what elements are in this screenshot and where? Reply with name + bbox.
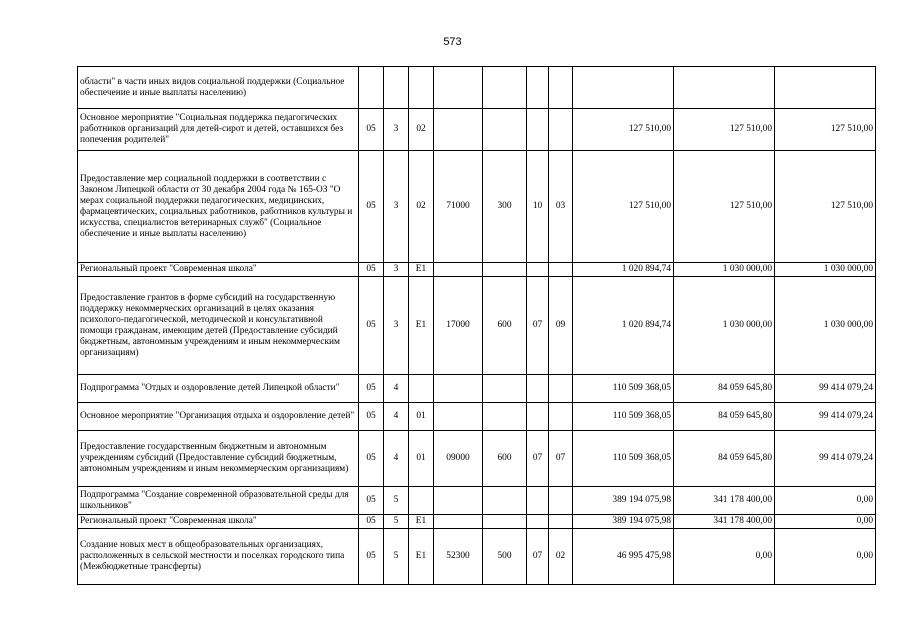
amount-cell: 46 995 475,98	[573, 529, 674, 585]
code-cell	[409, 487, 434, 515]
amount-cell: 99 414 079,24	[775, 375, 876, 403]
amount-cell	[674, 67, 775, 109]
code-cell: 05	[359, 431, 384, 487]
code-cell: 02	[409, 109, 434, 151]
code-cell: 5	[384, 515, 409, 529]
code-cell	[483, 487, 527, 515]
table-row	[78, 487, 876, 515]
code-cell	[549, 515, 573, 529]
code-cell: 3	[384, 263, 409, 277]
amount-cell: 127 510,00	[775, 151, 876, 263]
budget-table	[77, 66, 876, 585]
amount-cell: 389 194 075,98	[573, 515, 674, 529]
table-row	[78, 151, 876, 263]
amount-cell: 0,00	[775, 529, 876, 585]
code-cell: 3	[384, 151, 409, 263]
code-cell	[483, 403, 527, 431]
amount-cell: 84 059 645,80	[674, 403, 775, 431]
code-cell: 5	[384, 529, 409, 585]
code-cell	[434, 515, 483, 529]
code-cell	[483, 515, 527, 529]
amount-cell: 341 178 400,00	[674, 487, 775, 515]
row-name-cell: Подпрограмма "Отдых и оздоровление детей Липецкой области"	[78, 375, 359, 403]
amount-cell: 0,00	[775, 487, 876, 515]
code-cell: E1	[409, 263, 434, 277]
row-name-cell: Предоставление мер социальной поддержки в соответствии с Законом Липецкой области от 30 декабря 2004 года № 165-ОЗ "О мерах социальной поддержки педагогических, медицинских, фармацевтических, социальных работников, работников культуры и искусства, специалистов ветеринарных служб" (Социальное обеспечение и иные выплаты населению)	[78, 151, 359, 263]
code-cell: 03	[549, 151, 573, 263]
amount-cell: 1 030 000,00	[775, 263, 876, 277]
code-cell	[434, 487, 483, 515]
row-name-cell: области" в части иных видов социальной поддержки (Социальное обеспечение и иные выплаты населению)	[78, 67, 359, 109]
code-cell: 09	[549, 277, 573, 375]
amount-cell: 84 059 645,80	[674, 375, 775, 403]
code-cell: 02	[409, 151, 434, 263]
code-cell	[549, 109, 573, 151]
amount-cell: 1 030 000,00	[674, 263, 775, 277]
row-name-cell: Основное мероприятие "Социальная поддержка педагогических работников организаций для детей-сирот и детей, оставшихся без попечения родителей"	[78, 109, 359, 151]
code-cell	[359, 67, 384, 109]
table-row	[78, 529, 876, 585]
table-row	[78, 403, 876, 431]
code-cell	[527, 67, 549, 109]
code-cell: 02	[549, 529, 573, 585]
amount-cell: 110 509 368,05	[573, 375, 674, 403]
amount-cell: 341 178 400,00	[674, 515, 775, 529]
code-cell	[527, 375, 549, 403]
amount-cell: 99 414 079,24	[775, 431, 876, 487]
amount-cell: 127 510,00	[674, 151, 775, 263]
code-cell: 4	[384, 431, 409, 487]
amount-cell: 1 020 894,74	[573, 277, 674, 375]
code-cell: 07	[527, 277, 549, 375]
table-row	[78, 67, 876, 109]
code-cell	[527, 403, 549, 431]
code-cell	[483, 67, 527, 109]
code-cell	[527, 263, 549, 277]
code-cell: 17000	[434, 277, 483, 375]
amount-cell: 127 510,00	[775, 109, 876, 151]
amount-cell: 1 020 894,74	[573, 263, 674, 277]
code-cell: 05	[359, 151, 384, 263]
code-cell	[434, 375, 483, 403]
code-cell: 500	[483, 529, 527, 585]
table-row	[78, 109, 876, 151]
amount-cell: 1 030 000,00	[775, 277, 876, 375]
code-cell: 4	[384, 403, 409, 431]
code-cell	[549, 403, 573, 431]
code-cell: 10	[527, 151, 549, 263]
code-cell: 05	[359, 109, 384, 151]
code-cell: E1	[409, 529, 434, 585]
code-cell	[527, 487, 549, 515]
code-cell	[527, 515, 549, 529]
table-row	[78, 431, 876, 487]
code-cell	[483, 375, 527, 403]
code-cell: 05	[359, 515, 384, 529]
code-cell: 600	[483, 277, 527, 375]
table-row	[78, 277, 876, 375]
code-cell: 4	[384, 375, 409, 403]
row-name-cell: Предоставление государственным бюджетным и автономным учреждениям субсидий (Предоставление субсидий бюджетным, автономным учреждениям и иным некоммерческим организациям)	[78, 431, 359, 487]
code-cell: 05	[359, 375, 384, 403]
code-cell	[409, 67, 434, 109]
row-name-cell: Подпрограмма "Создание современной образовательной среды для школьников"	[78, 487, 359, 515]
amount-cell: 99 414 079,24	[775, 403, 876, 431]
amount-cell: 1 030 000,00	[674, 277, 775, 375]
code-cell: 01	[409, 403, 434, 431]
row-name-cell: Предоставление грантов в форме субсидий на государственную поддержку некоммерческих организаций в целях оказания психолого-педагогической, методической и консультативной помощи гражданам, имеющим детей (Предоставление субсидий бюджетным, автономным учреждениям и иным некоммерческим организациям)	[78, 277, 359, 375]
code-cell: 05	[359, 277, 384, 375]
amount-cell: 127 510,00	[674, 109, 775, 151]
code-cell: 07	[527, 431, 549, 487]
code-cell: 05	[359, 529, 384, 585]
code-cell: 3	[384, 109, 409, 151]
row-name-cell: Региональный проект "Современная школа"	[78, 515, 359, 529]
code-cell: 07	[527, 529, 549, 585]
code-cell	[434, 263, 483, 277]
code-cell	[549, 67, 573, 109]
code-cell: 5	[384, 487, 409, 515]
code-cell: 300	[483, 151, 527, 263]
code-cell: 07	[549, 431, 573, 487]
table-row	[78, 375, 876, 403]
code-cell: 600	[483, 431, 527, 487]
code-cell: 71000	[434, 151, 483, 263]
code-cell	[483, 109, 527, 151]
code-cell: 3	[384, 277, 409, 375]
amount-cell	[775, 67, 876, 109]
table-row	[78, 515, 876, 529]
amount-cell: 389 194 075,98	[573, 487, 674, 515]
code-cell	[434, 67, 483, 109]
table-row	[78, 263, 876, 277]
code-cell	[549, 487, 573, 515]
code-cell	[409, 375, 434, 403]
code-cell	[434, 109, 483, 151]
amount-cell: 127 510,00	[573, 109, 674, 151]
amount-cell: 110 509 368,05	[573, 403, 674, 431]
row-name-cell: Создание новых мест в общеобразовательных организациях, расположенных в сельской местности и поселках городского типа (Межбюджетные трансферты)	[78, 529, 359, 585]
row-name-cell: Основное мероприятие "Организация отдыха и оздоровление детей"	[78, 403, 359, 431]
code-cell	[384, 67, 409, 109]
code-cell: E1	[409, 515, 434, 529]
code-cell: 09000	[434, 431, 483, 487]
amount-cell: 0,00	[775, 515, 876, 529]
amount-cell: 127 510,00	[573, 151, 674, 263]
page-number: 573	[443, 36, 462, 48]
amount-cell: 110 509 368,05	[573, 431, 674, 487]
code-cell: 05	[359, 403, 384, 431]
code-cell: E1	[409, 277, 434, 375]
amount-cell: 0,00	[674, 529, 775, 585]
code-cell: 05	[359, 263, 384, 277]
code-cell	[434, 403, 483, 431]
code-cell	[549, 375, 573, 403]
code-cell	[483, 263, 527, 277]
amount-cell: 84 059 645,80	[674, 431, 775, 487]
code-cell	[549, 263, 573, 277]
amount-cell	[573, 67, 674, 109]
code-cell: 01	[409, 431, 434, 487]
code-cell: 05	[359, 487, 384, 515]
code-cell: 52300	[434, 529, 483, 585]
row-name-cell: Региональный проект "Современная школа"	[78, 263, 359, 277]
code-cell	[527, 109, 549, 151]
